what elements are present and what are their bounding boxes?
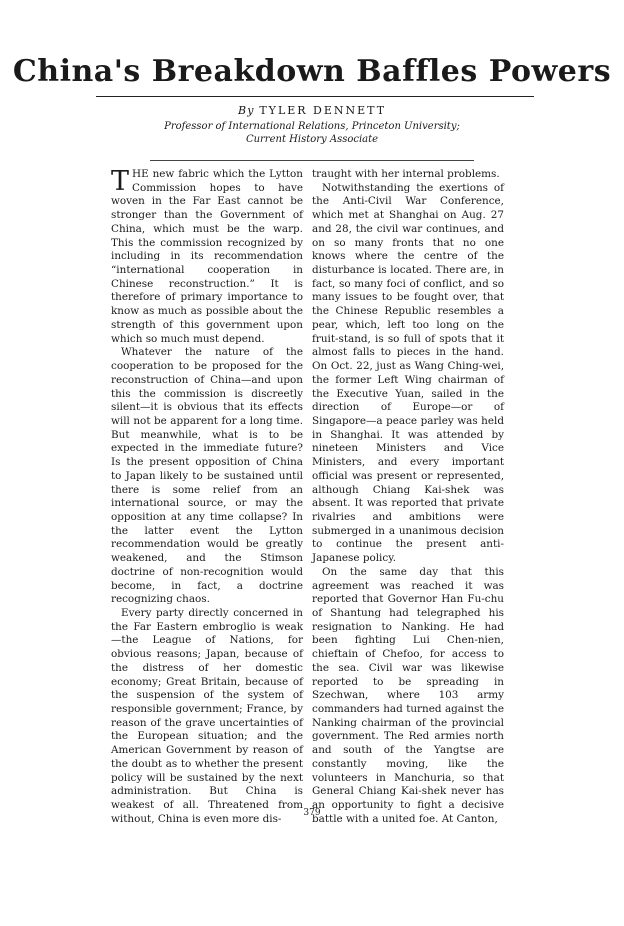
paragraph: On the same day that this agreement was reached it was reported that Governor Han Fu-chu of Shantung had telegraphed his resignation to Nanking. He had been fighting Lui Chen-nien, chieftain of Chefoo, for access to the sea. Civil war was likewise reported to be spreading in Szechwan, where 103 army commanders had turned against the Nanking chairman of the provincial government. The Red armies north and south of the Yangtse are constantly moving, like the volunteers in Manchuria, so that General Chiang Kai-shek never has an opportunity to fight a decisive battle with a united foe. At Canton, <box>312 565 504 825</box>
first-word: HE <box>132 168 149 180</box>
page-number: 379 <box>303 808 321 818</box>
byline-prefix: By <box>237 104 255 117</box>
left-column <box>111 168 303 827</box>
paragraph: Notwithstanding the exertions of the Anti-Civil War Conference, which met at Shanghai on Aug. 27 and 28, the civil war continues, and on so many fronts that no one knows where the centre of the disturbance is located. There are, in fact, so many foci of conflict, and so many issues to be fought over, that the Chinese Republic resembles a pear, which, left too long on the fruit-stand, is so full of spots that it almost falls to pieces in the hand. On Oct. 22, just as Wang Ching-wei, the former Left Wing chairman of the Executive Yuan, sailed in the direction of Europe—or of Singapore—a peace parley was held in Shanghai. It was attended by nineteen Ministers and Vice Ministers, and every important official was present or represented, although Chiang Kai-shek was absent. It was reported that private rivalries and ambitions were submerged in a unanimous decision to continue the present anti-Japanese policy. <box>312 181 504 565</box>
byline <box>0 104 624 117</box>
paragraph <box>111 168 303 346</box>
paragraph: Every party directly concerned in the Far Eastern embroglio is weak—the League of Nations, for obvious reasons; Japan, because of the distress of her domestic economy; Great Britain, because of the suspension of the system of responsible government; France, by reason of the grave uncertainties of the European situation; and the American Government by reason of the doubt as to whether the present policy will be sustained by the next administration. But China is weakest of all. Threatened from without, China is even more dis- <box>111 607 303 825</box>
author-affiliation: Professor of International Relations, Princeton University; <box>164 121 460 132</box>
drop-cap: T <box>111 166 130 197</box>
author-name: TYLER DENNETT <box>259 104 387 117</box>
paragraph-text: new fabric which the Lytton Commission hopes to have woven in the Far East cannot be stronger than the Government of China, which must be the warp. This the commission recognized by including in its recommendation “international cooperation in Chinese reconstruction.” It is therefore of primary importance to know as much as possible about the strength of this government upon which so much must depend. <box>111 168 303 345</box>
byline-rule <box>150 160 474 161</box>
author-affiliation-secondary: Current History Associate <box>245 134 379 145</box>
article-title: China's Breakdown Baffles Powers <box>12 54 612 89</box>
paragraph: traught with her internal problems. <box>312 168 500 180</box>
right-column <box>312 168 504 827</box>
title-rule <box>96 96 534 97</box>
paragraph: Whatever the nature of the cooperation to be proposed for the reconstruction of China—and upon this the commission is discreetly silent—it is obvious that its effects will not be apparent for a long time. But meanwhile, what is to be expected in the immediate future? Is the present opposition of China to Japan likely to be sustained until there is some relief from an international source, or may the opposition at any time collapse? In the latter event the Lytton recommendation would be greatly weakened, and the Stimson doctrine of non-recognition would become, in fact, a doctrine recognizing chaos. <box>111 346 303 606</box>
